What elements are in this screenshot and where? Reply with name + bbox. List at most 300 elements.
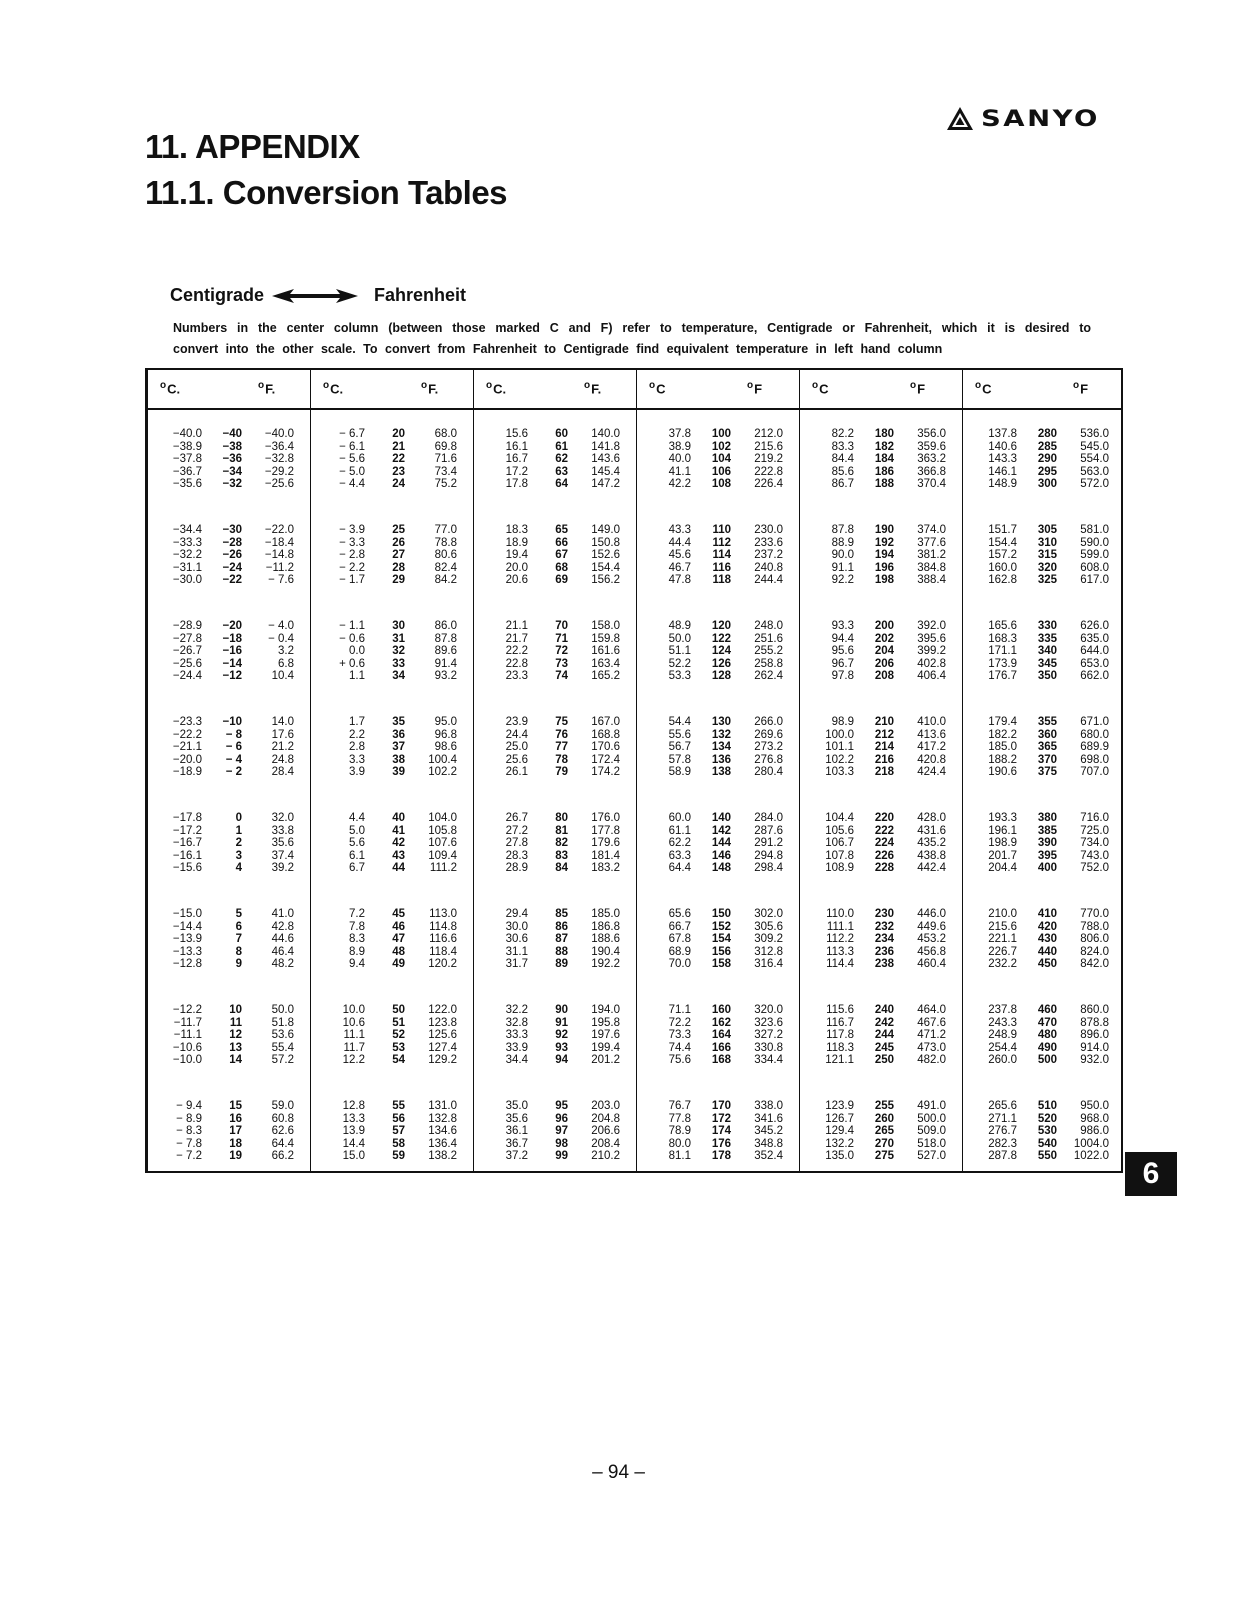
table-row bbox=[800, 716, 962, 729]
celsius-value: 37.8 bbox=[668, 428, 691, 440]
table-row bbox=[800, 958, 962, 971]
table-row bbox=[474, 812, 636, 825]
fahrenheit-value: 159.8 bbox=[591, 632, 620, 645]
fahrenheit-value: 190.4 bbox=[591, 945, 620, 958]
reference-value: 7 bbox=[235, 933, 242, 946]
celsius-value: 15.6 bbox=[505, 428, 528, 440]
fahrenheit-value: 842.0 bbox=[1080, 958, 1109, 971]
celsius-value: 151.7 bbox=[988, 524, 1017, 536]
row-group bbox=[800, 908, 962, 1004]
row-group bbox=[637, 620, 799, 716]
fahrenheit-value: 284.0 bbox=[754, 812, 783, 824]
fahrenheit-value: 129.2 bbox=[428, 1054, 457, 1067]
reference-value: 295 bbox=[1037, 465, 1057, 478]
row-group bbox=[637, 908, 799, 1004]
celsius-value: 116.7 bbox=[826, 1016, 854, 1029]
row-group bbox=[474, 524, 636, 620]
fahrenheit-value: 141.8 bbox=[591, 440, 620, 453]
table-row bbox=[800, 946, 962, 959]
fahrenheit-value: 116.6 bbox=[429, 933, 457, 946]
fahrenheit-value: 104.0 bbox=[428, 812, 457, 824]
fahrenheit-value: 262.4 bbox=[754, 670, 783, 683]
table-row bbox=[963, 620, 1125, 633]
fahrenheit-value: 377.6 bbox=[917, 536, 946, 549]
fahrenheit-value: 59.0 bbox=[271, 1100, 294, 1112]
fahrenheit-value: 896.0 bbox=[1080, 1029, 1109, 1042]
fahrenheit-value: 698.0 bbox=[1080, 753, 1109, 766]
fahrenheit-value: 77.0 bbox=[434, 524, 457, 536]
celsius-value: −24.4 bbox=[172, 670, 202, 683]
table-row bbox=[963, 825, 1125, 838]
table-row bbox=[637, 574, 799, 587]
reference-value: 420 bbox=[1037, 920, 1057, 933]
row-group bbox=[311, 524, 473, 620]
header-label: F bbox=[917, 381, 926, 397]
reference-value: 48 bbox=[392, 945, 405, 958]
reference-value: 104 bbox=[711, 453, 731, 466]
table-row bbox=[637, 562, 799, 575]
fahrenheit-value: 456.8 bbox=[917, 945, 946, 958]
reference-value: 184 bbox=[874, 453, 894, 466]
fahrenheit-value: 291.2 bbox=[754, 837, 783, 850]
reference-value: 152 bbox=[711, 920, 731, 933]
fahrenheit-value: 46.4 bbox=[271, 945, 294, 958]
reference-value: 124 bbox=[711, 645, 731, 658]
table-row bbox=[800, 658, 962, 671]
fahrenheit-value: 352.4 bbox=[754, 1150, 783, 1163]
reference-value: 216 bbox=[874, 753, 894, 766]
table-row bbox=[637, 958, 799, 971]
table-row bbox=[148, 1042, 310, 1055]
reference-value: 6 bbox=[235, 920, 242, 933]
table-row bbox=[474, 729, 636, 742]
reference-value: 20 bbox=[392, 428, 405, 440]
table-column bbox=[310, 370, 473, 1171]
fahrenheit-value: 122.0 bbox=[428, 1004, 457, 1016]
reference-value: 238 bbox=[874, 958, 894, 971]
reference-value: −36 bbox=[222, 453, 242, 466]
fahrenheit-value: 102.2 bbox=[428, 766, 457, 779]
fahrenheit-value: 120.2 bbox=[428, 958, 457, 971]
reference-value: 224 bbox=[874, 837, 894, 850]
reference-value: 84 bbox=[555, 862, 568, 875]
table-row bbox=[637, 453, 799, 466]
reference-value: 110 bbox=[712, 524, 731, 536]
table-row bbox=[800, 549, 962, 562]
celsius-value: 243.3 bbox=[988, 1016, 1017, 1029]
celsius-value: 55.6 bbox=[668, 728, 691, 741]
table-row bbox=[637, 825, 799, 838]
table-row bbox=[963, 549, 1125, 562]
fahrenheit-value: 111.2 bbox=[429, 862, 457, 875]
reference-value: − 6 bbox=[225, 741, 242, 754]
reference-value: 77 bbox=[555, 741, 568, 754]
reference-value: 164 bbox=[711, 1029, 731, 1042]
fahrenheit-value: 491.0 bbox=[917, 1100, 946, 1112]
celsius-value: 132.2 bbox=[825, 1137, 854, 1150]
reference-value: 120 bbox=[711, 620, 731, 632]
table-row bbox=[800, 1042, 962, 1055]
celsius-value: 91.1 bbox=[831, 561, 854, 574]
fahrenheit-value: 210.2 bbox=[591, 1150, 620, 1163]
celsius-value: 11.7 bbox=[343, 1041, 365, 1054]
table-row bbox=[474, 1150, 636, 1163]
table-row bbox=[800, 812, 962, 825]
row-group bbox=[148, 1004, 310, 1100]
double-arrow-icon bbox=[272, 289, 358, 303]
celsius-value: 32.8 bbox=[505, 1016, 528, 1029]
celsius-value: 185.0 bbox=[988, 741, 1017, 754]
celsius-value: 12.2 bbox=[342, 1054, 365, 1067]
table-row bbox=[148, 754, 310, 767]
fahrenheit-value: 244.4 bbox=[754, 574, 783, 587]
celsius-value: 8.9 bbox=[349, 945, 365, 958]
celsius-value: − 3.9 bbox=[339, 524, 365, 536]
table-row bbox=[474, 741, 636, 754]
table-row bbox=[963, 574, 1125, 587]
reference-value: 166 bbox=[711, 1041, 731, 1054]
reference-value: 300 bbox=[1037, 478, 1057, 491]
table-row bbox=[637, 1150, 799, 1163]
fahrenheit-value: 131.0 bbox=[428, 1100, 457, 1112]
fahrenheit-value: 431.6 bbox=[917, 824, 946, 837]
column-header-celsius bbox=[323, 380, 343, 396]
row-group bbox=[474, 908, 636, 1004]
celsius-value: 72.2 bbox=[668, 1016, 691, 1029]
table-row bbox=[800, 1138, 962, 1151]
row-group bbox=[311, 812, 473, 908]
reference-value: 315 bbox=[1037, 549, 1057, 562]
reference-value: 72 bbox=[555, 645, 568, 658]
celsius-value: 14.4 bbox=[342, 1137, 365, 1150]
reference-value: 54 bbox=[392, 1054, 405, 1067]
fahrenheit-value: 608.0 bbox=[1080, 561, 1109, 574]
celsius-value: 140.6 bbox=[988, 440, 1017, 453]
celsius-value: 20.0 bbox=[505, 561, 528, 574]
fahrenheit-value: 28.4 bbox=[271, 766, 294, 779]
celsius-value: 105.6 bbox=[825, 824, 854, 837]
celsius-value: 75.6 bbox=[668, 1054, 691, 1067]
reference-value: 23 bbox=[392, 465, 405, 478]
celsius-value: 26.1 bbox=[505, 766, 528, 779]
table-row bbox=[637, 729, 799, 742]
celsius-value: 57.8 bbox=[668, 753, 691, 766]
reference-value: 470 bbox=[1037, 1016, 1057, 1029]
celsius-value: 16.1 bbox=[505, 440, 528, 453]
celsius-value: 63.3 bbox=[668, 849, 691, 862]
table-row bbox=[800, 1150, 962, 1163]
fahrenheit-value: 269.6 bbox=[754, 728, 783, 741]
fahrenheit-value: 71.6 bbox=[434, 453, 457, 466]
fahrenheit-value: 168.8 bbox=[591, 728, 620, 741]
row-group bbox=[963, 812, 1125, 908]
fahrenheit-value: 435.2 bbox=[917, 837, 946, 850]
celsius-value: 44.4 bbox=[668, 536, 691, 549]
reference-value: 116 bbox=[712, 561, 731, 574]
table-row bbox=[963, 958, 1125, 971]
celsius-value: −13.3 bbox=[172, 945, 202, 958]
table-row bbox=[963, 837, 1125, 850]
celsius-value: 24.4 bbox=[505, 728, 528, 741]
celsius-value: 173.9 bbox=[988, 657, 1017, 670]
celsius-value: − 8.3 bbox=[176, 1125, 202, 1138]
fahrenheit-value: − 7.6 bbox=[268, 574, 294, 587]
reference-value: 220 bbox=[874, 812, 894, 824]
celsius-value: 260.0 bbox=[988, 1054, 1017, 1067]
reference-value: 35 bbox=[392, 716, 405, 728]
table-row bbox=[637, 716, 799, 729]
celsius-value: 98.9 bbox=[831, 716, 854, 728]
table-row bbox=[148, 549, 310, 562]
fahrenheit-value: −11.2 bbox=[265, 561, 294, 574]
reference-value: 61 bbox=[555, 440, 568, 453]
celsius-value: −12.8 bbox=[172, 958, 202, 971]
row-group bbox=[474, 1004, 636, 1100]
fahrenheit-value: 98.6 bbox=[434, 741, 457, 754]
row-group bbox=[963, 1004, 1125, 1100]
reference-value: 70 bbox=[555, 620, 568, 632]
fahrenheit-value: 37.4 bbox=[271, 849, 294, 862]
fahrenheit-value: 201.2 bbox=[591, 1054, 620, 1067]
celsius-value: 53.3 bbox=[668, 670, 691, 683]
fahrenheit-value: 968.0 bbox=[1080, 1112, 1109, 1125]
fahrenheit-value: 312.8 bbox=[754, 945, 783, 958]
table-row bbox=[148, 862, 310, 875]
reference-value: 40 bbox=[392, 812, 405, 824]
reference-value: 250 bbox=[874, 1054, 894, 1067]
reference-value: 4 bbox=[235, 862, 242, 875]
fahrenheit-value: 680.0 bbox=[1080, 728, 1109, 741]
table-row bbox=[637, 670, 799, 683]
celsius-value: 70.0 bbox=[668, 958, 691, 971]
table-row bbox=[311, 716, 473, 729]
table-row bbox=[963, 645, 1125, 658]
fahrenheit-value: 298.4 bbox=[754, 862, 783, 875]
reference-value: 320 bbox=[1037, 561, 1057, 574]
fahrenheit-value: 185.0 bbox=[591, 908, 620, 920]
celsius-value: 287.8 bbox=[988, 1150, 1017, 1163]
table-row bbox=[148, 658, 310, 671]
reference-value: − 4 bbox=[225, 753, 242, 766]
table-row bbox=[963, 524, 1125, 537]
reference-value: 88 bbox=[555, 945, 568, 958]
reference-value: 330 bbox=[1037, 620, 1057, 632]
fahrenheit-value: 57.2 bbox=[271, 1054, 294, 1067]
celsius-value: −13.9 bbox=[172, 933, 202, 946]
table-row bbox=[311, 670, 473, 683]
celsius-value: −10.0 bbox=[172, 1054, 202, 1067]
reference-value: 56 bbox=[392, 1112, 405, 1125]
table-row bbox=[637, 741, 799, 754]
celsius-value: 76.7 bbox=[668, 1100, 691, 1112]
reference-value: 370 bbox=[1037, 753, 1057, 766]
table-row bbox=[637, 466, 799, 479]
table-row bbox=[637, 1054, 799, 1067]
celsius-value: 3.9 bbox=[349, 766, 365, 779]
celsius-value: 58.9 bbox=[668, 766, 691, 779]
celsius-value: 21.1 bbox=[505, 620, 528, 632]
reference-value: 46 bbox=[392, 920, 405, 933]
fahrenheit-value: 788.0 bbox=[1080, 920, 1109, 933]
reference-value: 285 bbox=[1037, 440, 1057, 453]
table-row bbox=[963, 921, 1125, 934]
table-row bbox=[963, 1138, 1125, 1151]
table-row bbox=[148, 1100, 310, 1113]
table-row bbox=[311, 645, 473, 658]
reference-value: 305 bbox=[1037, 524, 1057, 536]
reference-value: 27 bbox=[392, 549, 405, 562]
celsius-value: − 0.6 bbox=[339, 632, 365, 645]
fahrenheit-value: 55.4 bbox=[271, 1041, 294, 1054]
table-row bbox=[311, 478, 473, 491]
celsius-value: −36.7 bbox=[172, 465, 202, 478]
table-row bbox=[474, 1100, 636, 1113]
fahrenheit-value: 356.0 bbox=[917, 428, 946, 440]
celsius-value: 148.9 bbox=[988, 478, 1017, 491]
reference-value: 275 bbox=[874, 1150, 894, 1163]
reference-value: 51 bbox=[392, 1016, 405, 1029]
reference-value: 28 bbox=[392, 561, 405, 574]
reference-value: 69 bbox=[555, 574, 568, 587]
celsius-value: −11.1 bbox=[173, 1029, 202, 1042]
degree-symbol: o bbox=[486, 380, 493, 391]
reference-value: 186 bbox=[874, 465, 894, 478]
row-group bbox=[800, 812, 962, 908]
degree-symbol: o bbox=[910, 380, 917, 391]
celsius-value: 50.0 bbox=[668, 632, 691, 645]
intro-paragraph: Numbers in the center column (between those marked C and F) refer to temperature, Centigrade or Fahrenheit, which it is desired to convert into the other scale. To convert from Fahrenheit to Centigrade find equivalent temperature in left hand column bbox=[173, 321, 1091, 356]
reference-value: 245 bbox=[874, 1041, 894, 1054]
celsius-value: 271.1 bbox=[988, 1112, 1017, 1125]
table-row bbox=[637, 946, 799, 959]
table-row bbox=[311, 741, 473, 754]
reference-value: 118 bbox=[712, 574, 731, 587]
fahrenheit-value: 770.0 bbox=[1080, 908, 1109, 920]
fahrenheit-value: 152.6 bbox=[591, 549, 620, 562]
sanyo-logo bbox=[945, 104, 1100, 134]
celsius-value: 20.6 bbox=[505, 574, 528, 587]
reference-value: −24 bbox=[222, 561, 242, 574]
celsius-value: 61.1 bbox=[668, 824, 691, 837]
celsius-value: 22.2 bbox=[505, 645, 528, 658]
table-row bbox=[311, 1017, 473, 1030]
reference-value: 174 bbox=[711, 1125, 731, 1138]
celsius-value: 16.7 bbox=[505, 453, 528, 466]
reference-value: 340 bbox=[1037, 645, 1057, 658]
fahrenheit-value: 222.8 bbox=[754, 465, 783, 478]
fahrenheit-value: 473.0 bbox=[917, 1041, 946, 1054]
fahrenheit-value: 86.0 bbox=[434, 620, 457, 632]
celsius-value: −11.7 bbox=[173, 1016, 202, 1029]
reference-value: 170 bbox=[711, 1100, 731, 1112]
table-row bbox=[148, 825, 310, 838]
reference-value: 244 bbox=[874, 1029, 894, 1042]
celsius-value: −35.6 bbox=[172, 478, 202, 491]
table-row bbox=[148, 908, 310, 921]
celsius-value: −21.1 bbox=[172, 741, 202, 754]
celsius-value: 52.2 bbox=[668, 657, 691, 670]
celsius-value: 1.7 bbox=[349, 716, 365, 728]
reference-value: 47 bbox=[392, 933, 405, 946]
reference-value: 38 bbox=[392, 753, 405, 766]
table-row bbox=[311, 549, 473, 562]
table-row bbox=[637, 524, 799, 537]
reference-value: 255 bbox=[874, 1100, 894, 1112]
fahrenheit-value: 167.0 bbox=[591, 716, 620, 728]
celsius-value: 33.9 bbox=[505, 1041, 528, 1054]
celsius-value: −38.9 bbox=[172, 440, 202, 453]
reference-value: 228 bbox=[874, 862, 894, 875]
fahrenheit-value: 195.8 bbox=[591, 1016, 620, 1029]
celsius-value: −16.7 bbox=[172, 837, 202, 850]
celsius-value: 65.6 bbox=[668, 908, 691, 920]
fahrenheit-value: 251.6 bbox=[754, 632, 783, 645]
reference-value: 17 bbox=[229, 1125, 242, 1138]
reference-value: 222 bbox=[874, 824, 894, 837]
celsius-value: −15.6 bbox=[172, 862, 202, 875]
reference-value: 260 bbox=[874, 1112, 894, 1125]
table-row bbox=[963, 850, 1125, 863]
reference-value: 9 bbox=[235, 958, 242, 971]
celsius-value: 15.0 bbox=[342, 1150, 365, 1163]
table-row bbox=[637, 921, 799, 934]
reference-value: −18 bbox=[222, 632, 242, 645]
reference-value: −26 bbox=[222, 549, 242, 562]
table-row bbox=[637, 1100, 799, 1113]
celsius-value: 38.9 bbox=[668, 440, 691, 453]
celsius-value: 5.6 bbox=[349, 837, 365, 850]
row-group bbox=[800, 428, 962, 524]
table-row bbox=[311, 766, 473, 779]
reference-value: 375 bbox=[1037, 766, 1057, 779]
degree-symbol: o bbox=[812, 380, 819, 391]
reference-value: 32 bbox=[392, 645, 405, 658]
fahrenheit-value: 395.6 bbox=[917, 632, 946, 645]
fahrenheit-value: 725.0 bbox=[1080, 824, 1109, 837]
fahrenheit-value: 417.2 bbox=[917, 741, 946, 754]
degree-symbol: o bbox=[584, 380, 591, 391]
celsius-value: −16.1 bbox=[172, 849, 202, 862]
reference-value: 66 bbox=[555, 536, 568, 549]
table-row bbox=[474, 716, 636, 729]
header-label: F. bbox=[428, 381, 439, 397]
table-row bbox=[148, 645, 310, 658]
celsius-value: 30.6 bbox=[505, 933, 528, 946]
column-header-fahrenheit bbox=[747, 380, 762, 396]
reference-value: 182 bbox=[874, 440, 894, 453]
celsius-value: 135.0 bbox=[825, 1150, 854, 1163]
reference-value: 510 bbox=[1037, 1100, 1057, 1112]
degree-symbol: o bbox=[649, 380, 656, 391]
celsius-value: 18.3 bbox=[505, 524, 528, 536]
fahrenheit-value: − 4.0 bbox=[268, 620, 294, 632]
celsius-value: −32.2 bbox=[172, 549, 202, 562]
row-group bbox=[963, 620, 1125, 716]
table-row bbox=[637, 1017, 799, 1030]
celsius-value: −25.6 bbox=[172, 657, 202, 670]
celsius-value: 23.9 bbox=[505, 716, 528, 728]
fahrenheit-value: 345.2 bbox=[754, 1125, 783, 1138]
celsius-value: 64.4 bbox=[668, 862, 691, 875]
table-row bbox=[963, 453, 1125, 466]
table-row bbox=[311, 1125, 473, 1138]
celsius-value: 171.1 bbox=[988, 645, 1017, 658]
fahrenheit-value: 599.0 bbox=[1080, 549, 1109, 562]
celsius-value: 165.6 bbox=[988, 620, 1017, 632]
table-row bbox=[800, 766, 962, 779]
fahrenheit-value: 932.0 bbox=[1080, 1054, 1109, 1067]
table-row bbox=[963, 946, 1125, 959]
